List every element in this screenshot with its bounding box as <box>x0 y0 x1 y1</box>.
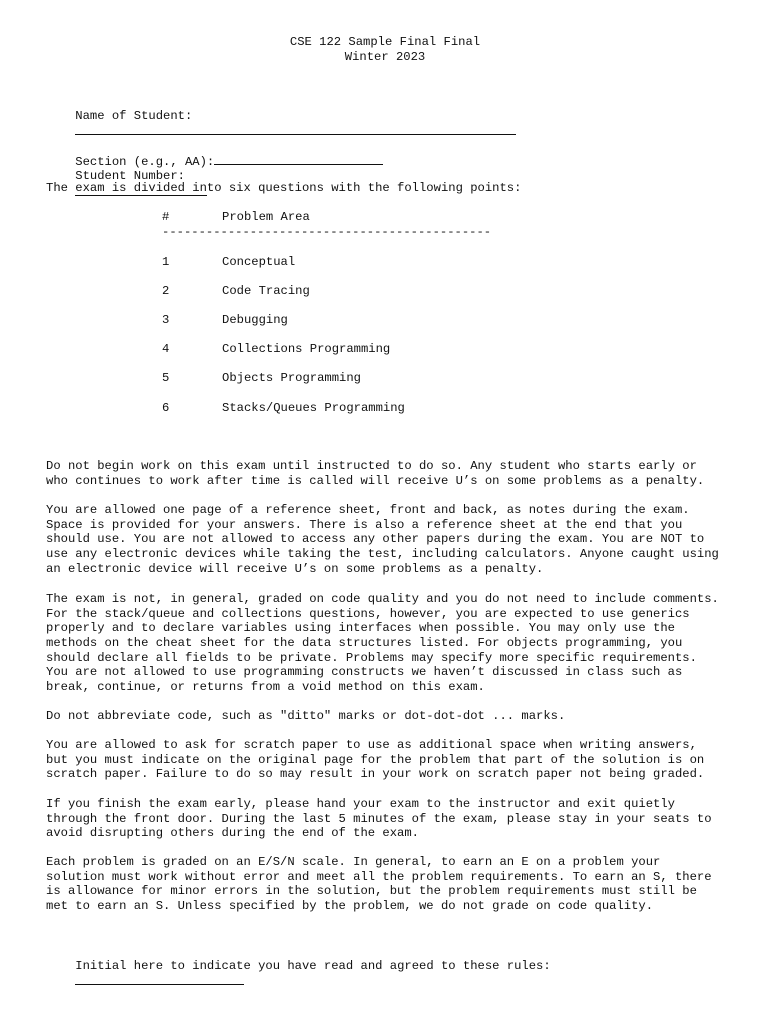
rule-abbreviation: Do not abbreviate code, such as "ditto" marks or dot-dot-dot ... marks. <box>46 709 566 723</box>
problem-num: 5 <box>162 371 170 385</box>
name-label: Name of Student: <box>75 108 193 123</box>
initial-row <box>46 944 551 1004</box>
problem-area: Code Tracing <box>222 284 310 298</box>
section-blank[interactable] <box>214 153 383 165</box>
section-label: Section (e.g., AA): <box>75 154 215 169</box>
problem-header-num: # <box>162 210 170 224</box>
problem-area: Collections Programming <box>222 342 391 356</box>
problem-area: Debugging <box>222 313 288 327</box>
exam-title: CSE 122 Sample Final Final <box>289 35 481 49</box>
problem-num: 1 <box>162 255 170 269</box>
problem-area: Stacks/Queues Programming <box>222 401 405 415</box>
problem-area: Conceptual <box>222 255 296 269</box>
student-number-label: Student Number: <box>75 169 185 184</box>
rule-grading-scale: Each problem is graded on an E/S/N scale. In general, to earn an E on a problem your solution must work without error and meet all the problem requirements. To earn an S, there is allowance for minor errors in the solution, but the problem requirements must still be met to earn an S. Unless specified by the problem, we do not grade on code quality. <box>46 855 712 913</box>
initial-label: Initial here to indicate you have read and agreed to these rules: <box>75 958 551 973</box>
initial-blank[interactable] <box>75 973 244 985</box>
section-field-row <box>46 138 383 215</box>
rule-reference-sheet: You are allowed one page of a reference sheet, front and back, as notes during the exam. Space is provided for your answers. There is also a reference sheet at the end that you should use. You are not allowed to access any other papers during the exam. You are NOT to use any electronic devices while taking the test, including calculators. Anyone caught using an electronic device will receive U’s on some problems as a penalty. <box>46 503 719 576</box>
name-blank[interactable] <box>75 123 516 135</box>
problem-num: 6 <box>162 401 170 415</box>
problem-num: 2 <box>162 284 170 298</box>
rule-start-time: Do not begin work on this exam until instructed to do so. Any student who starts early or who continues to work after time is called will receive U’s on some problems as a penalty. <box>46 459 705 488</box>
rule-code-quality: The exam is not, in general, graded on code quality and you do not need to include comments. For the stack/queue and collections questions, however, you are expected to use generics properly and to declare variables using interfaces when possible. You may only use the methods on the cheat sheet for the data structures listed. For objects programming, you should declare all fields to be private. Problems may specify more specific requirements. You are not allowed to use programming constructs we haven’t discussed in class such as break, continue, or returns from a void method on this exam. <box>46 592 719 694</box>
rule-finish-early: If you finish the exam early, please hand your exam to the instructor and exit quietly through the front door. During the last 5 minutes of the exam, please stay in your seats to avoid disrupting others during the end of the exam. <box>46 797 712 841</box>
rule-scratch-paper: You are allowed to ask for scratch paper to use as additional space when writing answers, but you must indicate on the original page for the problem that part of the solution is on scratch paper. Failure to do so may result in your work on scratch paper not being graded. <box>46 738 705 782</box>
exam-term: Winter 2023 <box>344 50 426 64</box>
problem-header-area: Problem Area <box>222 210 310 224</box>
problem-area: Objects Programming <box>222 371 361 385</box>
problem-num: 3 <box>162 313 170 327</box>
intro-text: The exam is divided into six questions with the following points: <box>46 181 522 195</box>
problem-header-rule: --------------------------------------------- <box>162 225 492 239</box>
problem-num: 4 <box>162 342 170 356</box>
